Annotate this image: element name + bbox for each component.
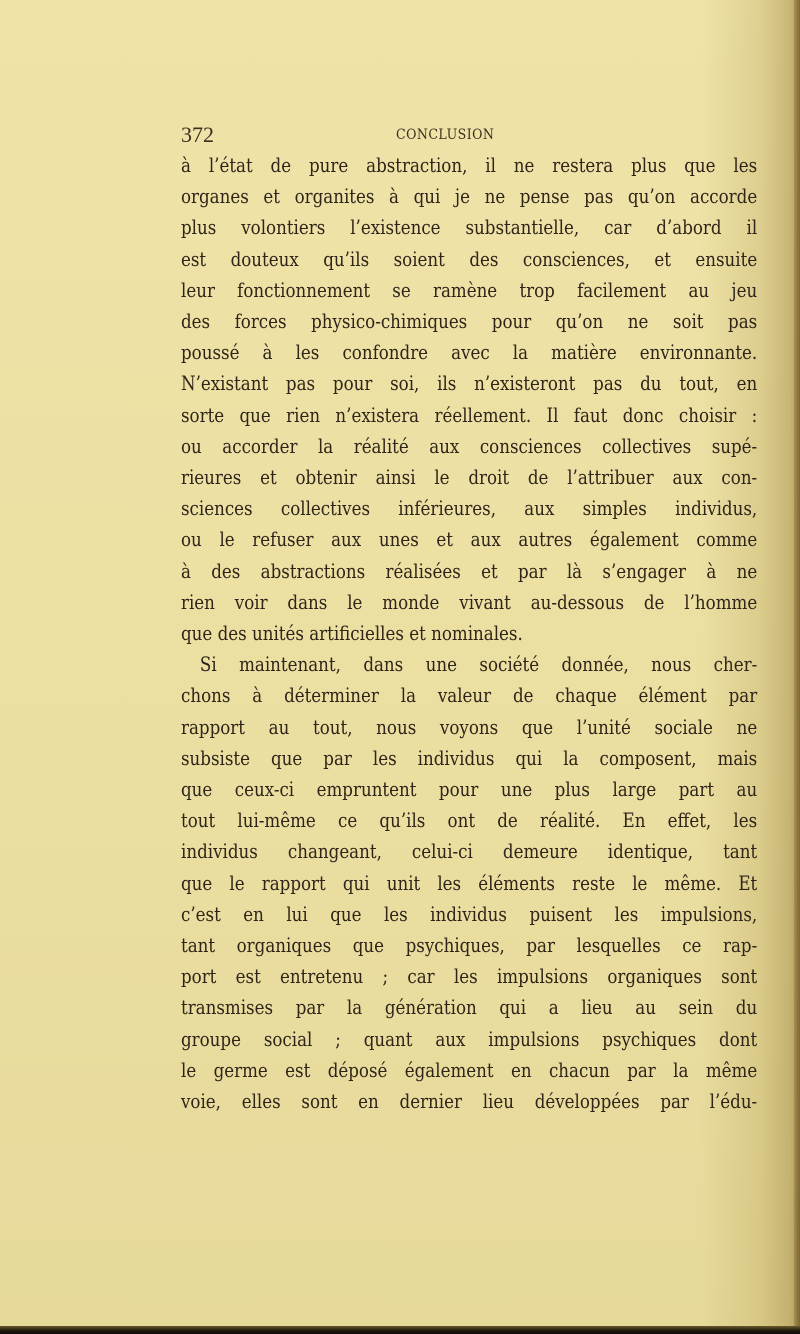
text-line: sorte que rien n’existera réellement. Il faut donc choisir :: [181, 403, 758, 427]
page-edge-right: [794, 0, 800, 1334]
text-line: que ceux-ci empruntent pour une plus large part au: [181, 778, 758, 802]
text-line: rieures et obtenir ainsi le droit de l’attribuer aux con-: [181, 466, 758, 490]
text-line: N’existant pas pour soi, ils n’existeront pas du tout, en: [181, 372, 758, 396]
text-line: le germe est déposé également en chacun par la même: [181, 1058, 758, 1082]
page-edge-bottom: [0, 1326, 800, 1334]
text-line: à l’état de pure abstraction, il ne restera plus que les: [181, 154, 758, 177]
text-line: que des unités artificielles et nominales.: [181, 622, 523, 646]
running-head: CONCLUSION: [396, 127, 495, 143]
text-line: rien voir dans le monde vivant au-dessous de l’homme: [181, 590, 758, 614]
text-line: individus changeant, celui-ci demeure identique, tant: [181, 840, 758, 864]
text-line: sciences collectives inférieures, aux simples individus,: [181, 497, 758, 521]
text-line: organes et organites à qui je ne pense pas qu’on accorde: [181, 185, 758, 209]
text-line: port est entretenu ; car les impulsions organiques sont: [181, 965, 758, 989]
text-line: groupe social ; quant aux impulsions psychiques dont: [181, 1027, 758, 1051]
text-line: chons à déterminer la valeur de chaque élément par: [181, 684, 758, 708]
text-line: voie, elles sont en dernier lieu développées par l’édu-: [181, 1090, 758, 1114]
text-line: des forces physico-chimiques pour qu’on ne soit pas: [181, 310, 758, 334]
text-line: est douteux qu’ils soient des consciences, et ensuite: [181, 247, 758, 271]
text-line: poussé à les confondre avec la matière environnante.: [181, 341, 758, 365]
text-line: rapport au tout, nous voyons que l’unité sociale ne: [181, 715, 758, 739]
text-line: c’est en lui que les individus puisent les impulsions,: [181, 902, 758, 926]
text-line: à des abstractions réalisées et par là s’engager à ne: [181, 559, 758, 583]
text-line: ou accorder la réalité aux consciences collectives supé-: [181, 434, 758, 458]
text-line: subsiste que par les individus qui la composent, mais: [181, 746, 758, 770]
text-line: tant organiques que psychiques, par lesquelles ce rap-: [181, 934, 758, 958]
text-line: tout lui-même ce qu’ils ont de réalité. En effet, les: [181, 809, 758, 833]
page-header: [181, 122, 761, 152]
text-line: transmises par la génération qui a lieu au sein du: [181, 996, 758, 1020]
body-text: [181, 150, 757, 1117]
text-line: plus volontiers l’existence substantielle, car d’abord il: [181, 216, 758, 240]
page-number: 372: [181, 122, 214, 147]
text-line: que le rapport qui unit les éléments reste le même. Et: [181, 871, 758, 895]
text-line: ou le refuser aux unes et aux autres également comme: [181, 528, 758, 552]
text-line: Si maintenant, dans une société donnée, nous cher-: [199, 653, 758, 677]
text-line: leur fonctionnement se ramène trop facilement au jeu: [181, 278, 758, 302]
